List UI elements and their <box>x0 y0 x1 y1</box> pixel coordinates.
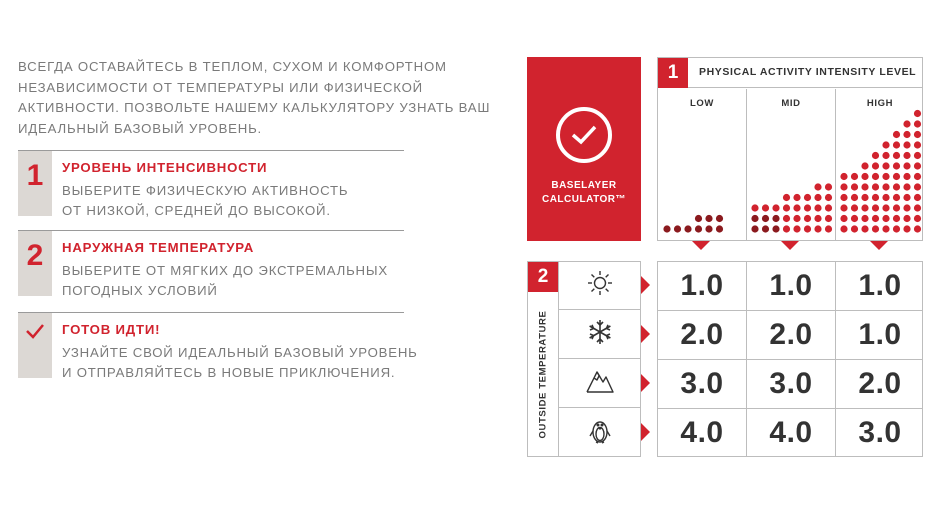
intensity-dot <box>793 215 800 222</box>
temp-option-warm[interactable] <box>559 262 641 310</box>
step-desc-line: ПОГОДНЫХ УСЛОВИЙ <box>62 283 218 298</box>
outside-temperature-panel <box>527 261 641 457</box>
intensity-dot <box>772 225 779 232</box>
intensity-dot <box>861 225 868 232</box>
intensity-dot <box>851 204 858 211</box>
intensity-dot <box>751 225 758 232</box>
intro-line: НЕЗАВИСИМОСТИ ОТ ТЕМПЕРАТУРЫ ИЛИ ФИЗИЧЕСКОЙ <box>18 79 423 95</box>
intensity-dot <box>840 204 847 211</box>
intensity-dot <box>893 131 900 138</box>
value-cell: 1.0 <box>769 269 813 302</box>
temperature-number-badge: 2 <box>528 262 558 292</box>
intensity-dot <box>914 141 921 148</box>
intensity-dot <box>762 204 769 211</box>
intensity-dot <box>903 152 910 159</box>
intensity-dot <box>914 183 921 190</box>
intensity-dot <box>882 194 889 201</box>
value-cell: 3.0 <box>680 367 724 400</box>
badge-label <box>527 179 641 207</box>
intensity-dot <box>851 215 858 222</box>
intensity-dot <box>663 225 670 232</box>
intensity-dot <box>872 152 879 159</box>
pointer-right-icon <box>641 423 650 441</box>
intensity-dot <box>814 183 821 190</box>
intensity-dot <box>783 215 790 222</box>
intensity-dot <box>914 131 921 138</box>
intensity-dot <box>783 225 790 232</box>
intensity-dot <box>882 173 889 180</box>
step-title: НАРУЖНАЯ ТЕМПЕРАТУРА <box>62 240 255 255</box>
value-cell: 4.0 <box>769 416 813 449</box>
intensity-dot <box>861 173 868 180</box>
intensity-dot <box>914 204 921 211</box>
intensity-dot <box>825 215 832 222</box>
value-cell: 3.0 <box>858 416 902 449</box>
intensity-dot <box>893 183 900 190</box>
intensity-dot <box>882 183 889 190</box>
temp-option-extreme[interactable] <box>559 409 641 457</box>
intensity-dot <box>783 204 790 211</box>
intensity-dot <box>882 141 889 148</box>
intensity-dot <box>814 204 821 211</box>
intensity-dot <box>893 173 900 180</box>
intensity-dot <box>840 173 847 180</box>
intensity-dot <box>814 194 821 201</box>
intensity-dot <box>851 194 858 201</box>
intensity-dots <box>658 58 924 242</box>
intensity-dot <box>872 173 879 180</box>
sun-icon <box>587 270 613 301</box>
checkmark-icon <box>18 313 52 378</box>
step-desc-line: ОТ НИЗКОЙ, СРЕДНЕЙ ДО ВЫСОКОЙ. <box>62 203 331 218</box>
activity-intensity-panel <box>657 57 923 241</box>
intensity-dot <box>793 194 800 201</box>
pointer-down-icon <box>781 241 799 250</box>
intensity-dot <box>840 225 847 232</box>
intensity-dot <box>861 204 868 211</box>
activity-number-badge: 1 <box>658 58 688 88</box>
intensity-dot <box>825 194 832 201</box>
intensity-dot <box>903 162 910 169</box>
intensity-dot <box>882 215 889 222</box>
intensity-dot <box>872 225 879 232</box>
intensity-dot <box>840 215 847 222</box>
intensity-dot <box>814 215 821 222</box>
intensity-dot <box>893 141 900 148</box>
intensity-dot <box>751 215 758 222</box>
value-cell: 1.0 <box>680 269 724 302</box>
pointer-down-icon <box>870 241 888 250</box>
intensity-dot <box>861 215 868 222</box>
check-circle-icon <box>556 107 612 163</box>
intensity-dot <box>893 215 900 222</box>
temp-option-alpine[interactable] <box>559 360 641 408</box>
intensity-dot <box>914 110 921 117</box>
intensity-dot <box>882 204 889 211</box>
intensity-dot <box>814 225 821 232</box>
intro-line: АКТИВНОСТИ. ПОЗВОЛЬТЕ НАШЕМУ КАЛЬКУЛЯТОРУ УЗНАТЬ ВАШ <box>18 100 491 115</box>
intensity-dot <box>893 194 900 201</box>
intensity-dot <box>705 215 712 222</box>
intensity-dot <box>914 152 921 159</box>
intensity-dot <box>893 225 900 232</box>
step-temperature <box>18 230 404 296</box>
snowflake-icon <box>587 319 613 350</box>
intensity-dot <box>804 215 811 222</box>
intensity-dot <box>903 173 910 180</box>
intensity-dot <box>903 204 910 211</box>
intensity-dot <box>914 194 921 201</box>
intensity-dot <box>914 225 921 232</box>
intensity-dot <box>840 183 847 190</box>
intro-line: ВСЕГДА ОСТАВАЙТЕСЬ В ТЕПЛОМ, СУХОМ И КОМФОРТНОМ <box>18 59 447 74</box>
step-desc-line: ВЫБЕРИТЕ ФИЗИЧЕСКУЮ АКТИВНОСТЬ <box>62 183 349 198</box>
intensity-dot <box>914 215 921 222</box>
badge-line: CALCULATOR™ <box>541 194 626 205</box>
step-title: ГОТОВ ИДТИ! <box>62 322 161 337</box>
step-title: УРОВЕНЬ ИНТЕНСИВНОСТИ <box>62 160 268 175</box>
intensity-dot <box>872 204 879 211</box>
value-cell: 1.0 <box>858 269 902 302</box>
intensity-dot <box>903 215 910 222</box>
intensity-dot <box>903 141 910 148</box>
intensity-dot <box>893 152 900 159</box>
intensity-dot <box>882 162 889 169</box>
intensity-dot <box>903 183 910 190</box>
intensity-dot <box>861 162 868 169</box>
intensity-dot <box>872 194 879 201</box>
intensity-dot <box>903 225 910 232</box>
intensity-dot <box>914 162 921 169</box>
badge-line: BASELAYER <box>551 180 617 191</box>
intensity-dot <box>893 204 900 211</box>
intensity-dot <box>674 225 681 232</box>
intensity-dot <box>793 204 800 211</box>
step-number-2: 2 <box>18 231 52 296</box>
intensity-dot <box>762 225 769 232</box>
value-cell: 4.0 <box>680 416 724 449</box>
intensity-dot <box>793 225 800 232</box>
intensity-dot <box>882 152 889 159</box>
penguin-icon <box>588 417 612 450</box>
step-desc-line: УЗНАЙТЕ СВОЙ ИДЕАЛЬНЫЙ БАЗОВЫЙ УРОВЕНЬ <box>62 345 418 360</box>
value-cell: 3.0 <box>769 367 813 400</box>
intensity-dot <box>903 194 910 201</box>
pointer-right-icon <box>641 325 650 343</box>
level-label: LOW <box>690 98 714 109</box>
step-intensity <box>18 150 404 216</box>
intensity-dot <box>872 215 879 222</box>
intensity-dot <box>861 194 868 201</box>
intensity-dot <box>903 131 910 138</box>
intensity-dot <box>825 204 832 211</box>
intensity-dot <box>861 183 868 190</box>
pointer-right-icon <box>641 276 650 294</box>
intensity-dot <box>840 194 847 201</box>
step-number-1: 1 <box>18 151 52 216</box>
intensity-dot <box>695 225 702 232</box>
intro-paragraph <box>18 57 528 139</box>
step-description <box>62 343 422 383</box>
intensity-dot <box>872 162 879 169</box>
pointer-down-icon <box>692 241 710 250</box>
intensity-dot <box>851 183 858 190</box>
temp-option-cold[interactable] <box>559 311 641 359</box>
intensity-dot <box>882 225 889 232</box>
intensity-dot <box>903 120 910 127</box>
step-description <box>62 181 422 221</box>
baselayer-calculator-badge <box>527 57 641 241</box>
intensity-dot <box>772 204 779 211</box>
intensity-dot <box>716 215 723 222</box>
mountain-icon <box>586 368 614 399</box>
intensity-dot <box>851 225 858 232</box>
intensity-dot <box>851 173 858 180</box>
intensity-dot <box>705 225 712 232</box>
intensity-dot <box>825 225 832 232</box>
baselayer-value-grid <box>657 261 923 457</box>
intensity-dot <box>783 194 790 201</box>
activity-title: PHYSICAL ACTIVITY INTENSITY LEVEL <box>699 66 917 78</box>
step-desc-line: ВЫБЕРИТЕ ОТ МЯГКИХ ДО ЭКСТРЕМАЛЬНЫХ <box>62 263 388 278</box>
value-cell: 2.0 <box>680 318 724 351</box>
step-ready <box>18 312 418 380</box>
level-label: MID <box>781 98 801 109</box>
intensity-dot <box>684 225 691 232</box>
step-description <box>62 261 422 301</box>
pointer-right-icon <box>641 374 650 392</box>
value-cell: 1.0 <box>858 318 902 351</box>
intensity-dot <box>695 215 702 222</box>
intensity-dot <box>716 225 723 232</box>
level-label: HIGH <box>866 98 894 109</box>
intensity-dot <box>893 162 900 169</box>
intro-line: ИДЕАЛЬНЫЙ БАЗОВЫЙ УРОВЕНЬ. <box>18 120 263 136</box>
step-desc-line: И ОТПРАВЛЯЙТЕСЬ В НОВЫЕ ПРИКЛЮЧЕНИЯ. <box>62 365 396 380</box>
intensity-dot <box>751 204 758 211</box>
intensity-dot <box>762 215 769 222</box>
value-cell: 2.0 <box>858 367 902 400</box>
intensity-dot <box>804 204 811 211</box>
intensity-dot <box>772 215 779 222</box>
intensity-dot <box>872 183 879 190</box>
value-cell: 2.0 <box>769 318 813 351</box>
intensity-dot <box>804 225 811 232</box>
intensity-dot <box>804 194 811 201</box>
intensity-dot <box>914 120 921 127</box>
temperature-title: OUTSIDE TEMPERATURE <box>537 310 549 439</box>
intensity-dot <box>825 183 832 190</box>
intensity-dot <box>914 173 921 180</box>
